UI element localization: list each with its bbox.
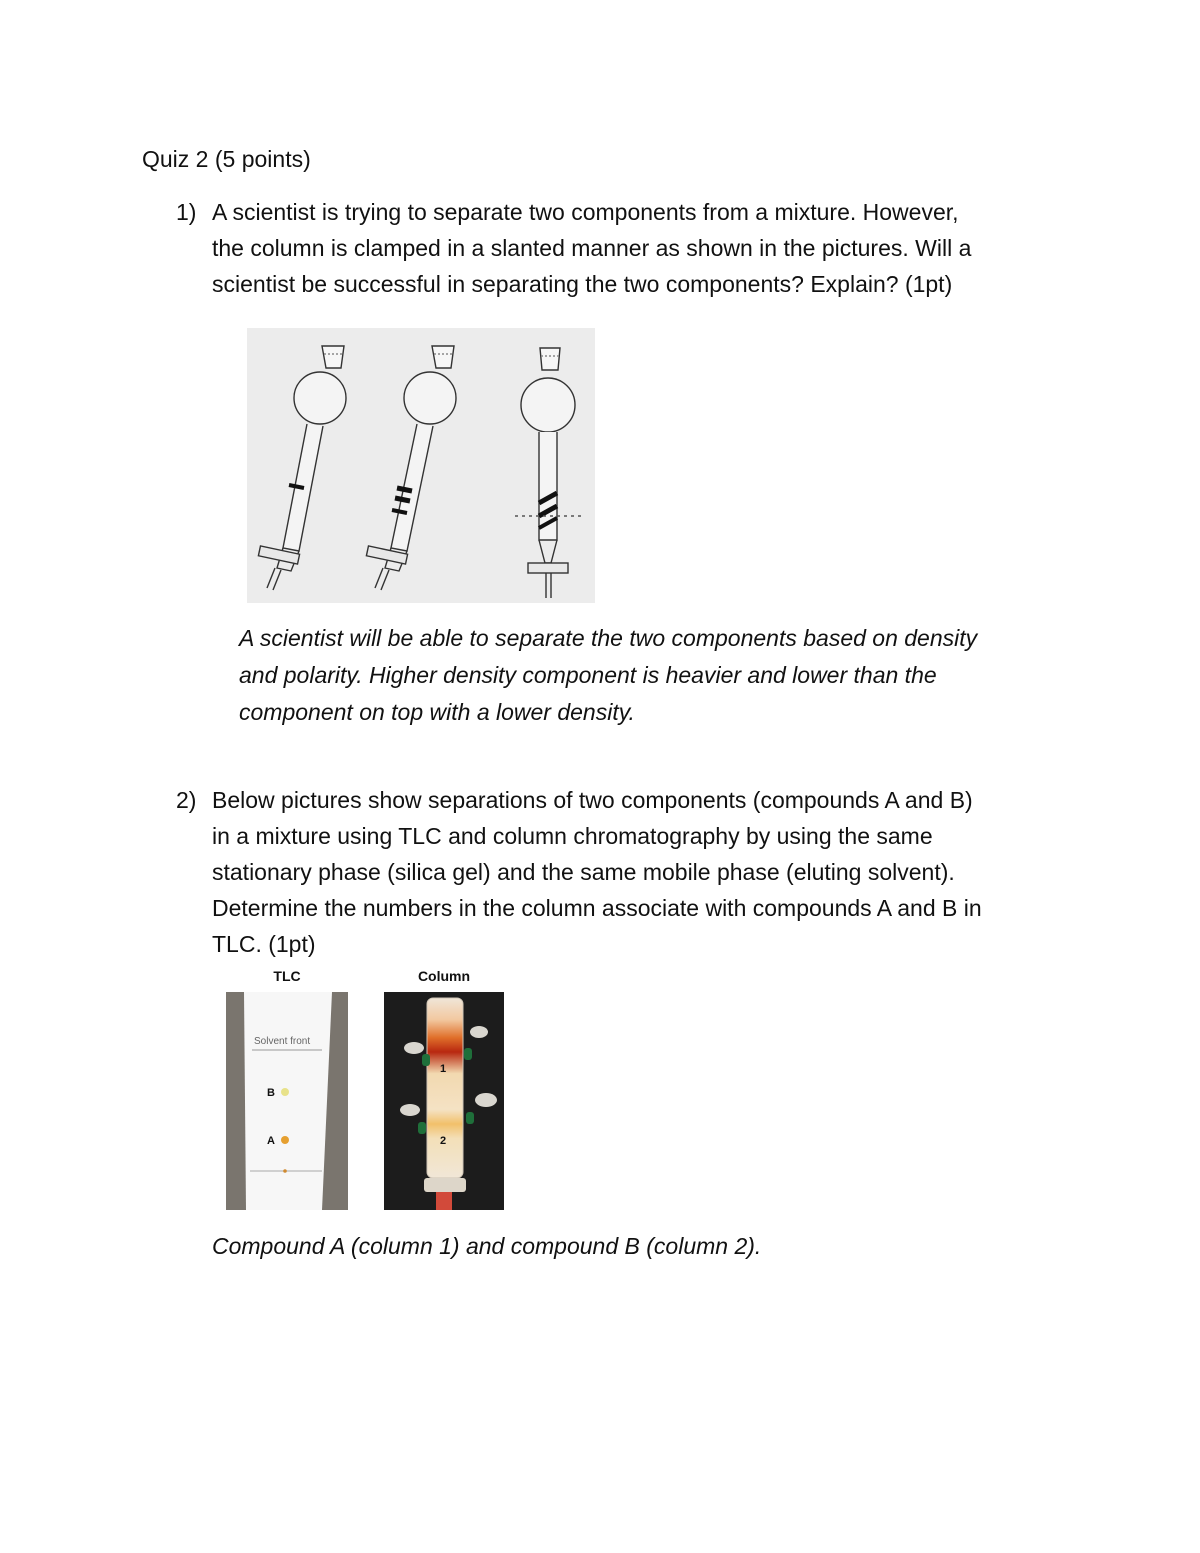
q1-number: 1)	[176, 199, 197, 225]
q2-line-4: Determine the numbers in the column associate with compounds A and B in	[212, 895, 982, 921]
tlc-spot-b	[281, 1088, 289, 1096]
column-band-2-label: 2	[440, 1135, 447, 1147]
q1-answer-line-2: and polarity. Higher density component is heavier and lower than the	[239, 662, 937, 688]
column-band-1-label: 1	[440, 1063, 447, 1075]
tlc-plate-photo	[226, 992, 348, 1210]
q2-line-5: TLC. (1pt)	[212, 931, 316, 957]
tlc-caption: TLC	[273, 968, 301, 984]
quiz-title: Quiz 2 (5 points)	[142, 146, 311, 172]
tlc-spot-b-label: B	[267, 1087, 275, 1099]
q2-answer: Compound A (column 1) and compound B (column 2).	[212, 1233, 762, 1259]
tlc-front-label: Solvent front	[254, 1036, 311, 1047]
slanted-columns-drawing	[247, 328, 595, 603]
tlc-plate-drawing	[226, 992, 348, 1210]
q1-line-2: the column is clamped in a slanted manner as shown in the pictures. Will a	[212, 235, 972, 261]
q1-line-3: scientist be successful in separating the two components? Explain? (1pt)	[212, 271, 953, 297]
column-drawing-photo	[384, 992, 504, 1210]
tlc-spot-a-label: A	[267, 1135, 275, 1147]
q2-line-1: Below pictures show separations of two components (compounds A and B)	[212, 787, 973, 813]
column-photo	[384, 992, 504, 1210]
q1-answer-line-3: component on top with a lower density.	[239, 699, 635, 725]
tlc-spot-a	[281, 1136, 289, 1144]
q1-answer-line-1: A scientist will be able to separate the two components based on density	[239, 625, 978, 651]
q1-line-1: A scientist is trying to separate two components from a mixture. However,	[212, 199, 959, 225]
slanted-columns-figure	[247, 328, 595, 603]
column-caption: Column	[417, 968, 471, 984]
q2-line-3: stationary phase (silica gel) and the same mobile phase (eluting solvent).	[212, 859, 955, 885]
q2-line-2: in a mixture using TLC and column chromatography by using the same	[212, 823, 933, 849]
q2-number: 2)	[176, 787, 197, 813]
